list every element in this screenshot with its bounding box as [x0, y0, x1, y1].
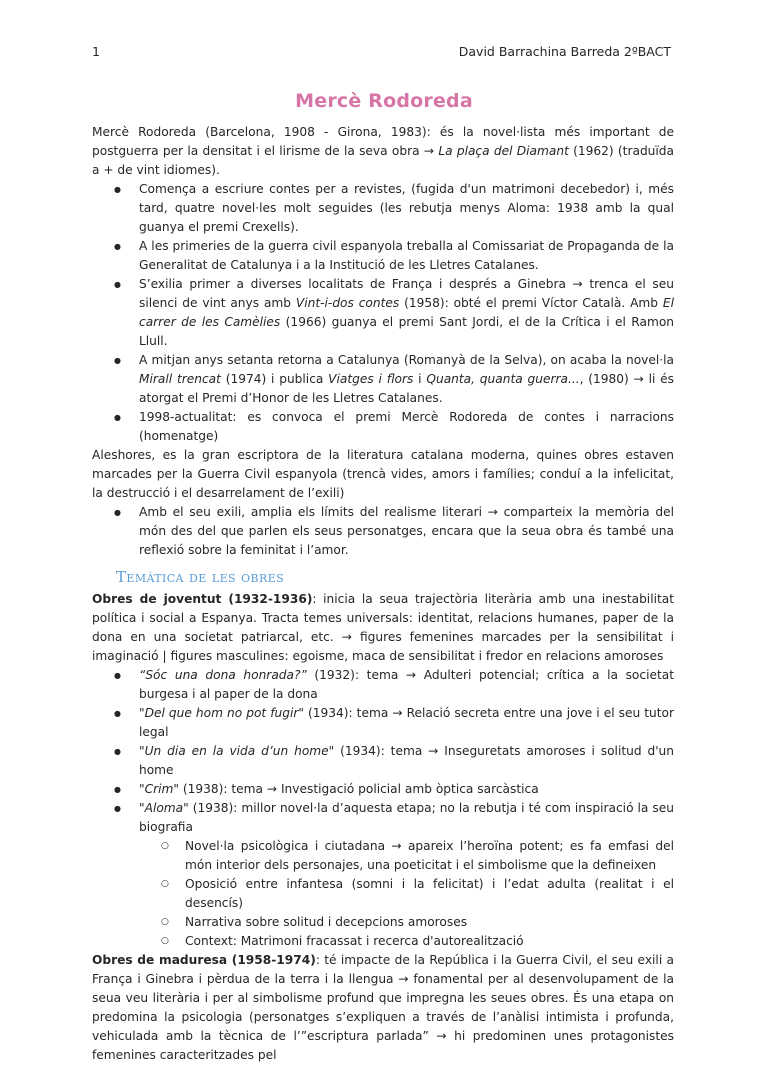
section-heading: Temàtica de les obres [116, 568, 285, 586]
list-item: ● Amb el seu exili, amplia els límits del realisme literari → comparteix la memòria del món des del que parlen els seus personatges, encara que la seua obra és també una reflexió sobre la feminitat i l’amor. [92, 503, 674, 560]
document-body [92, 123, 674, 1065]
page-number: 1 [92, 44, 100, 59]
youth-paragraph: Obres de joventut (1932-1936): inicia la seua trajectòria literària amb una inestabilitat política i social a Espanya. Tracta temes universals: identitat, relacions humanes, paper de la dona en una societat patriarcal, etc. → figures femenines marcades per la sensibilitat i imaginació | figures masculines: egoisme, maca de sensibilitat i fredor en relacions amoroses [92, 592, 674, 663]
document-title: Mercè Rodoreda [295, 90, 473, 112]
sub-list-item: ○ Oposició entre infantesa (somni i la felicitat) i l’edat adulta (realitat i el desencís) [92, 875, 674, 913]
aloma-sublist [92, 837, 674, 951]
list-item: ● "Del que hom no pot fugir" (1934): tema → Relació secreta entre una jove i el seu tutor legal [92, 704, 674, 742]
list-item: ● Comença a escriure contes per a revistes, (fugida d'un matrimoni decebedor) i, més tard, quatre novel·les molt seguides (les rebutja menys Aloma: 1938 amb la qual guanya el premi Crexells). [92, 180, 674, 237]
youth-works-list [92, 666, 674, 837]
sub-list-item: ○ Context: Matrimoni fracassat i recerca d'autorealització [92, 932, 674, 951]
list-item: ● S’exilia primer a diverses localitats de França i després a Ginebra → trenca el seu silenci de vint anys amb Vint-i-dos contes (1958): obté el premi Víctor Català. Amb El carrer de les Camèlies (1966) guanya el premi Sant Jordi, el de la Crítica i el Ramon Llull. [92, 275, 674, 351]
biography-list [92, 180, 674, 446]
page-header [92, 44, 671, 59]
maturity-paragraph: Obres de maduresa (1958-1974): té impacte de la República i la Guerra Civil, el seu exili a França i Ginebra i pèrdua de la terra i la llengua → fonamental per al desenvolupament de la seua veu literària i per al simbolisme profund que impregna les seues obres. És una etapa on predomina la psicologia (personatges s’expliquen a través de l’anàlisi intimista i profunda, vehiculada amb la tècnica de l’”escriptura parlada” → hi predominen unes protagonistes femenines caracteritzades pel [92, 953, 674, 1062]
list-item: ● "Crim" (1938): tema → Investigació policial amb òptica sarcàstica [92, 780, 674, 799]
intro-paragraph: Mercè Rodoreda (Barcelona, 1908 - Girona, 1983): és la novel·lista més important de postguerra per la densitat i el lirisme de la seva obra → La plaça del Diamant (1962) (traduïda a + de vint idiomes). [92, 125, 674, 177]
list-item: ● A les primeries de la guerra civil espanyola treballa al Comissariat de Propaganda de la Generalitat de Catalunya i a la Institució de les Lletres Catalanes. [92, 237, 674, 275]
exile-list [92, 503, 674, 560]
author-name: David Barrachina Barreda 2ºBACT [458, 44, 671, 59]
context-paragraph: Aleshores, es la gran escriptora de la literatura catalana moderna, quines obres estaven marcades per la Guerra Civil espanyola (trencà vides, amors i famílies; conduí a la infelicitat, la destrucció i el desarrelament de l’exili) [92, 448, 674, 500]
list-item: ● “Sóc una dona honrada?” (1932): tema → Adulteri potencial; crítica a la societat burgesa i al paper de la dona [92, 666, 674, 704]
list-item: ● A mitjan anys setanta retorna a Catalunya (Romanyà de la Selva), on acaba la novel·la Mirall trencat (1974) i publica Viatges i flors i Quanta, quanta guerra..., (1980) → li és atorgat el Premi d’Honor de les Lletres Catalanes. [92, 351, 674, 408]
list-item: ● 1998-actualitat: es convoca el premi Mercè Rodoreda de contes i narracions (homenatge) [92, 408, 674, 446]
sub-list-item: ○ Narrativa sobre solitud i decepcions amoroses [92, 913, 674, 932]
list-item: ● "Aloma" (1938): millor novel·la d’aquesta etapa; no la rebutja i té com inspiració la seu biografia [92, 799, 674, 837]
sub-list-item: ○ Novel·la psicològica i ciutadana → apareix l’heroïna potent; es fa emfasi del món interior dels personajes, una poeticitat i el simbolisme que la defineixen [92, 837, 674, 875]
list-item: ● "Un dia en la vida d’un home" (1934): tema → Inseguretats amoroses i solitud d'un home [92, 742, 674, 780]
